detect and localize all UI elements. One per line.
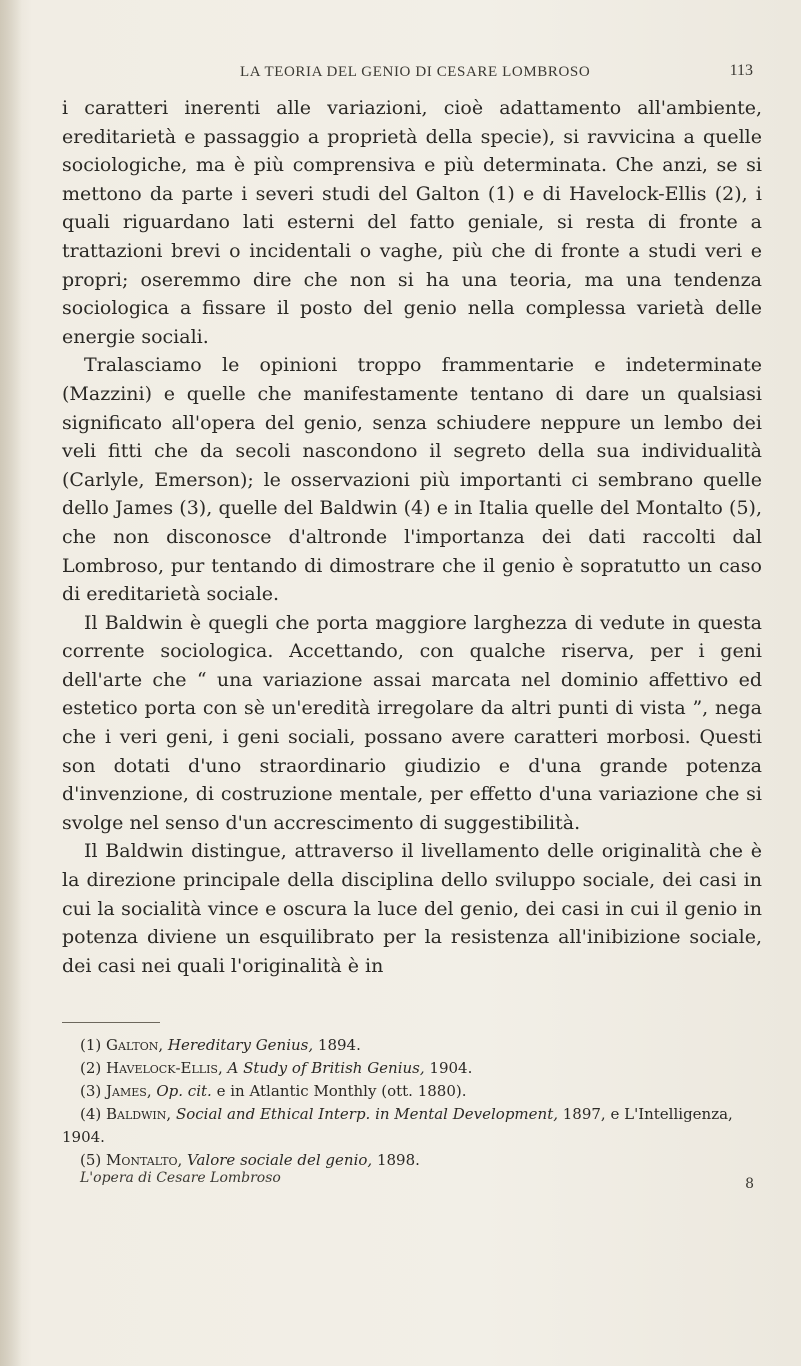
footnote-detail: 1897, e L'Intelligenza, 1904. <box>62 1105 733 1146</box>
page-header <box>0 62 801 86</box>
footnote-detail: 1898. <box>372 1151 420 1169</box>
footnote-number: (1) <box>80 1036 102 1054</box>
footnote-author: Galton, <box>106 1036 164 1054</box>
footnote-title: Hereditary Genius, <box>167 1036 314 1054</box>
footnote-title: Op. cit. <box>156 1082 212 1100</box>
footnote-detail: e in Atlantic Monthly (ott. 1880). <box>211 1082 467 1100</box>
footnote-author: Havelock-Ellis, <box>106 1059 223 1077</box>
paragraph: Il Baldwin è quegli che porta maggiore larghezza di vedute in questa corrente sociologica. Accettando, con qualche riserva, per i geni dell'arte che “ una variazione assai marcata nel dominio affettivo ed estetico porta con sè un'eredità irregolare da altri punti di vista ”, nega che i veri geni, i geni sociali, possano avere caratteri morbosi. Questi son dotati d'uno straordinario giudizio e d'una grande potenza d'invenzione, di costruzione mentale, per effetto d'una variazione che si svolge nel senso d'un accrescimento di suggestibilità. <box>62 611 762 834</box>
body-text <box>62 94 762 980</box>
footnote-number: (3) <box>80 1082 102 1100</box>
footnote-title: A Study of British Genius, <box>227 1059 425 1077</box>
paragraph: Tralasciamo le opinioni troppo frammentarie e indeterminate (Mazzini) e quelle che manifestamente tentano di dare un qualsiasi significato all'opera del genio, senza schiudere neppure un lembo dei veli fitti che da secoli nascondono il segreto della sua individualità (Carlyle, Emerson); le osservazioni più importanti ci sembrano quelle dello James (3), quelle del Baldwin (4) e in Italia quelle del Montalto (5), che non disconosce d'altronde l'importanza dei dati raccolti dal Lombroso, pur tentando di dimostrare che il genio è sopratutto un caso di ereditarietà sociale. <box>62 354 762 606</box>
footnote-author: Baldwin, <box>106 1105 172 1123</box>
footnotes <box>62 1034 762 1172</box>
footnote-detail: 1894. <box>313 1036 361 1054</box>
footnote-number: (4) <box>80 1105 102 1123</box>
page-gutter-shadow <box>0 0 22 1366</box>
footnote <box>62 1080 762 1103</box>
running-head: LA TEORIA DEL GENIO DI CESARE LOMBROSO <box>240 64 591 80</box>
footnote-author: James, <box>106 1082 152 1100</box>
paragraph: Il Baldwin distingue, attraverso il livellamento delle originalità che è la direzione principale della disciplina dello sviluppo sociale, dei casi in cui la socialità vince e oscura la luce del genio, dei casi in cui il genio in potenza diviene un esquilibrato per la resistenza all'inibizione sociale, dei casi nei quali l'originalità è in <box>62 840 762 977</box>
printer-signature: L'opera di Cesare Lombroso <box>80 1170 281 1186</box>
footnote-divider <box>62 1022 160 1023</box>
footnote-number: (5) <box>80 1151 102 1169</box>
footnote <box>62 1057 762 1080</box>
page-number: 113 <box>729 62 753 79</box>
footnote-title: Valore sociale del genio, <box>187 1151 373 1169</box>
footnote-title: Social and Ethical Interp. in Mental Development, <box>175 1105 558 1123</box>
signature-mark: 8 <box>745 1176 754 1192</box>
footnote <box>62 1149 762 1172</box>
page-footer <box>62 1170 762 1194</box>
footnote-author: Montalto, <box>106 1151 183 1169</box>
footnote-number: (2) <box>80 1059 102 1077</box>
footnote <box>62 1034 762 1057</box>
footnote <box>62 1103 762 1149</box>
footnote-detail: 1904. <box>424 1059 473 1077</box>
paragraph: i caratteri inerenti alle variazioni, cioè adattamento all'ambiente, ereditarietà e passaggio a proprietà della specie), si ravvicina a quelle sociologiche, ma è più comprensiva e più determinata. Che anzi, se si mettono da parte i severi studi del Galton (1) e di Havelock-Ellis (2), i quali riguardano lati esterni del fatto geniale, si resta di fronte a trattazioni brevi o incidentali o vaghe, più che di fronte a studi veri e propri; oseremmo dire che non si ha una teoria, ma una tendenza sociologica a fissare il posto del genio nella complessa varietà delle energie sociali. <box>62 97 762 348</box>
